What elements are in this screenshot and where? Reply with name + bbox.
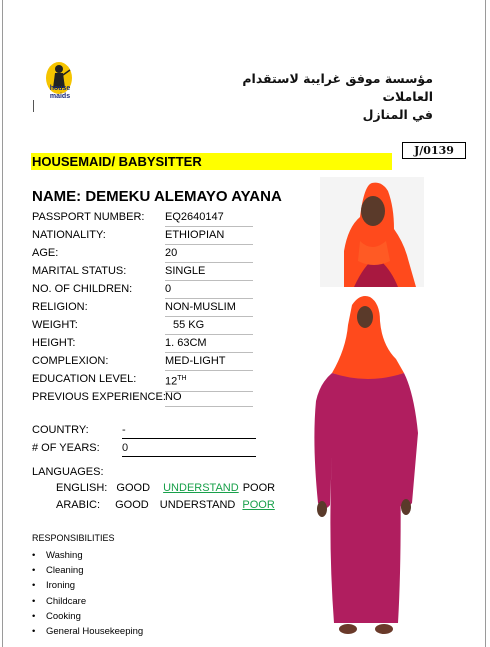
field-value-marital-status: SINGLE [165,264,253,281]
arabic-level-understand: UNDERSTAND [159,499,236,511]
reference-code: J/0139 [402,142,466,159]
list-item: • Cooking [32,609,143,624]
field-value-children: 0 [165,282,253,299]
candidate-name: DEMEKU ALEMAYO AYANA [85,188,282,205]
list-item: • General Housekeeping [32,624,143,639]
company-name-line-2: في المنازل [362,107,433,122]
responsibilities-list [32,548,143,639]
list-item: • Cleaning [32,563,143,578]
language-row-english [56,481,275,495]
field-label-experience: PREVIOUS EXPERIENCE: [32,391,166,403]
name-label: NAME [32,188,77,205]
portrait-photo [320,177,424,287]
languages-heading: LANGUAGES: [32,466,104,478]
field-value-age: 20 [165,246,253,263]
field-value-weight: 55 KG [165,318,253,335]
page-edge-left [2,0,3,647]
field-label-nationality: NATIONALITY: [32,229,106,241]
field-value-religion: NON-MUSLIM [165,300,253,317]
list-item: • Ironing [32,578,143,593]
field-value-height: 1. 63CM [165,336,253,353]
responsibilities-heading: RESPONSIBILITIES [32,533,115,543]
page-edge-right [485,0,486,647]
country-value: - [122,423,256,439]
candidate-name-row: NAME: DEMEKU ALEMAYO AYANA [32,188,282,205]
field-value-education [165,372,253,392]
field-label-children: NO. OF CHILDREN: [32,283,133,295]
field-value-experience: NO [165,390,253,407]
education-grade-suffix: TH [177,375,187,382]
position-banner: HOUSEMAID/ BABYSITTER [31,153,392,170]
arabic-level-poor: POOR [242,499,275,511]
language-name-arabic: ARABIC: [56,499,101,511]
header-rule [33,100,34,112]
language-name-english: ENGLISH: [56,482,108,494]
list-item: • Childcare [32,594,143,609]
field-label-weight: WEIGHT: [32,319,78,331]
field-label-passport: PASSPORT NUMBER: [32,211,145,223]
field-label-height: HEIGHT: [32,337,76,349]
field-label-marital-status: MARITAL STATUS: [32,265,127,277]
field-label-age: AGE: [32,247,59,259]
years-value: 0 [122,441,256,457]
english-level-poor: POOR [242,482,276,494]
country-label: COUNTRY: [32,424,89,436]
logo-caption: house maids [49,85,71,100]
english-level-understand: UNDERSTAND [163,482,239,494]
field-label-education: EDUCATION LEVEL: [32,373,137,385]
field-label-complexion: COMPLEXION: [32,355,109,367]
education-grade: 12 [165,375,178,388]
field-value-complexion: MED-LIGHT [165,354,253,371]
language-row-arabic [56,498,275,512]
field-value-passport: EQ2640147 [165,210,253,227]
list-item: • Washing [32,548,143,563]
company-name [190,70,433,124]
field-value-nationality: ETHIOPIAN [165,228,253,245]
field-label-religion: RELIGION: [32,301,88,313]
english-level-good: GOOD [116,482,151,494]
full-body-photo [308,293,420,639]
company-name-line-1: مؤسسة موفق غرايبة لاستقدام العاملات [242,71,433,104]
years-label: # OF YEARS: [32,442,100,454]
arabic-level-good: GOOD [115,499,149,511]
